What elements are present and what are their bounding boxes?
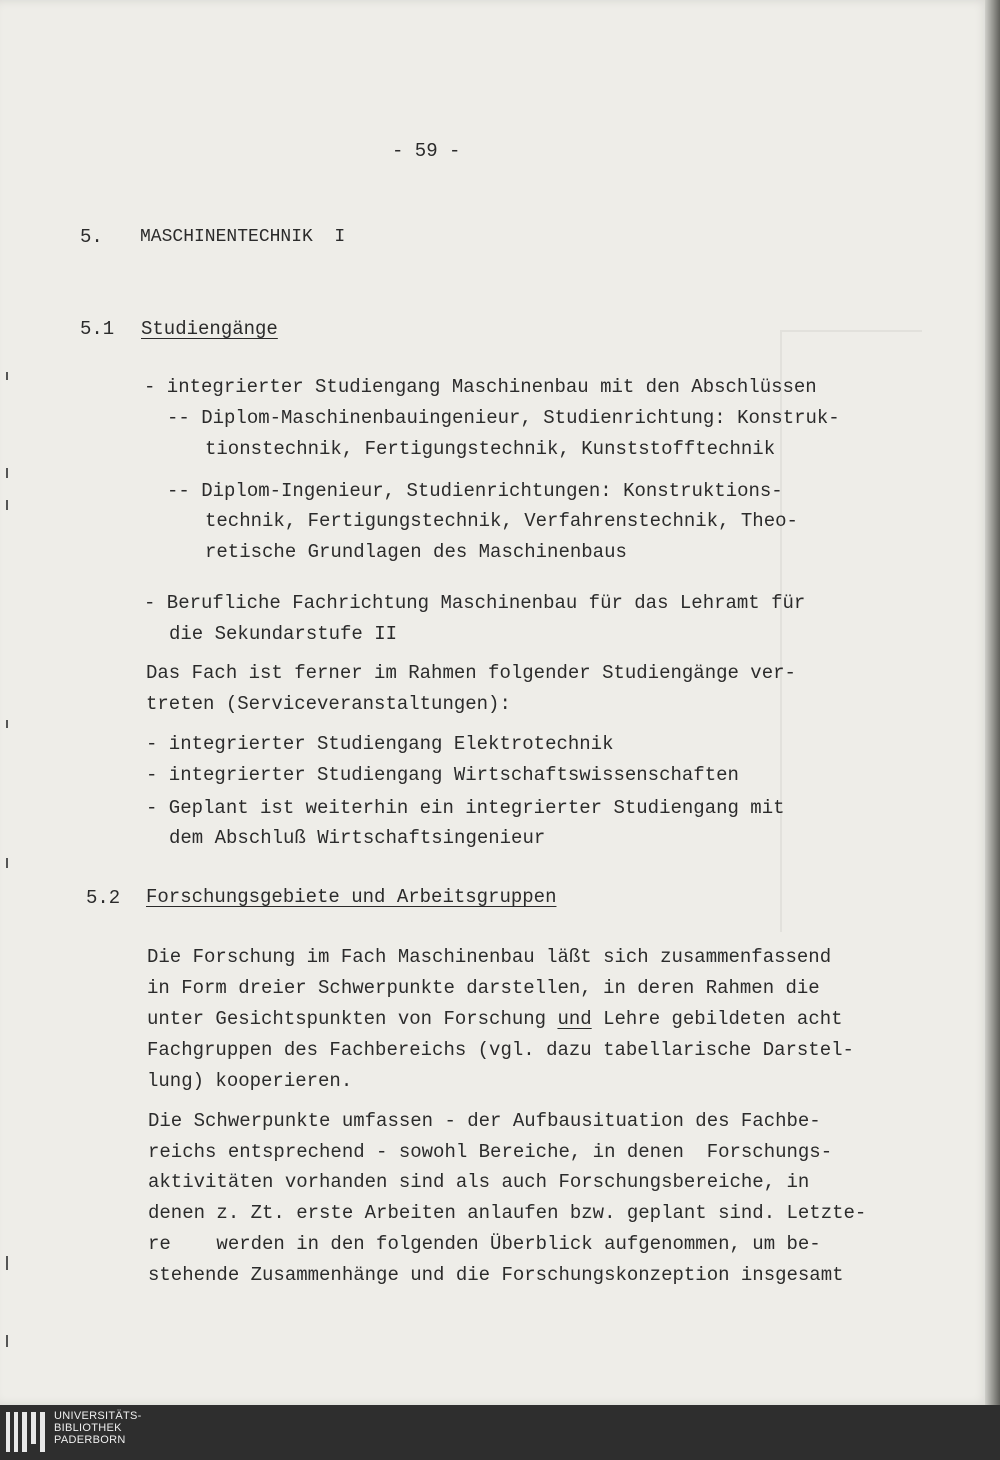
s1-line-5: technik, Fertigungstechnik, Verfahrenstechnik, Theo- (205, 510, 798, 532)
margin-mark (6, 720, 8, 728)
s1-line-1: - integrierter Studiengang Maschinenbau mit den Abschlüssen (144, 376, 817, 398)
s1-line-6: retische Grundlagen des Maschinenbaus (205, 541, 627, 563)
page-edge-shadow (985, 0, 1000, 1405)
s2-p2-line-1: Die Schwerpunkte umfassen - der Aufbausituation des Fachbe- (148, 1110, 821, 1132)
s1-line-4: -- Diplom-Ingenieur, Studienrichtungen: Konstruktions- (167, 480, 783, 502)
s2-p1-line-1: Die Forschung im Fach Maschinenbau läßt sich zusammenfassend (147, 946, 832, 968)
margin-mark (6, 500, 8, 510)
s1-line-14: dem Abschluß Wirtschaftsingenieur (169, 827, 546, 849)
section-2-title: Forschungsgebiete und Arbeitsgruppen (146, 886, 557, 908)
library-logo-icon (6, 1412, 50, 1452)
s1-line-12: - integrierter Studiengang Wirtschaftswissenschaften (146, 764, 739, 786)
s2-p2-line-2: reichs entsprechend - sowohl Bereiche, in denen Forschungs- (148, 1141, 833, 1163)
section-2-number: 5.2 (86, 887, 121, 909)
s1-line-3: tionstechnik, Fertigungstechnik, Kunststofftechnik (205, 438, 776, 460)
library-line-2: BIBLIOTHEK (54, 1422, 122, 1434)
margin-mark (6, 858, 8, 868)
s1-line-7: - Berufliche Fachrichtung Maschinenbau für das Lehramt für (144, 592, 806, 614)
section-1-number: 5.1 (80, 318, 115, 340)
s1-line-2: -- Diplom-Maschinenbauingenieur, Studienrichtung: Konstruk- (167, 407, 840, 429)
chapter-title: MASCHINENTECHNIK I (140, 227, 346, 247)
s1-line-11: - integrierter Studiengang Elektrotechnik (146, 733, 614, 755)
s2-p1-line-4: Fachgruppen des Fachbereichs (vgl. dazu tabellarische Darstel- (147, 1039, 854, 1061)
page-number: - 59 - (392, 140, 461, 162)
s2-p1-line-3-und: und (557, 1008, 592, 1030)
s2-p2-line-6: stehende Zusammenhänge und die Forschungskonzeption insgesamt (148, 1264, 844, 1286)
s1-line-10: treten (Serviceveranstaltungen): (146, 693, 511, 715)
s2-p1-line-3-b: Lehre gebildeten acht (591, 1008, 843, 1030)
s2-p1-line-2: in Form dreier Schwerpunkte darstellen, in deren Rahmen die (147, 977, 820, 999)
s1-line-8: die Sekundarstufe II (169, 623, 398, 645)
library-line-1: UNIVERSITÄTS- (54, 1410, 142, 1422)
s2-p2-line-5: re werden in den folgenden Überblick aufgenommen, um be- (148, 1233, 821, 1255)
margin-mark (6, 1256, 8, 1270)
s1-line-13: - Geplant ist weiterhin ein integrierter Studiengang mit (146, 797, 785, 819)
chapter-number: 5. (80, 226, 103, 248)
section-1-title: Studiengänge (141, 318, 278, 340)
s2-p2-line-3: aktivitäten vorhanden sind als auch Forschungsbereiche, in (148, 1171, 810, 1193)
margin-mark (6, 468, 8, 478)
library-footer-bar (0, 1405, 1000, 1460)
s1-line-9: Das Fach ist ferner im Rahmen folgender Studiengänge ver- (146, 662, 796, 684)
margin-mark (6, 372, 8, 380)
s2-p2-line-4: denen z. Zt. erste Arbeiten anlaufen bzw. geplant sind. Letzte- (148, 1202, 867, 1224)
s2-p1-line-3-a: unter Gesichtspunkten von Forschung (147, 1008, 558, 1030)
library-line-3: PADERBORN (54, 1434, 126, 1446)
s2-p1-line-3 (147, 1008, 843, 1030)
margin-mark (6, 1335, 8, 1347)
library-name (54, 1410, 142, 1446)
s2-p1-line-5: lung) kooperieren. (147, 1070, 353, 1092)
